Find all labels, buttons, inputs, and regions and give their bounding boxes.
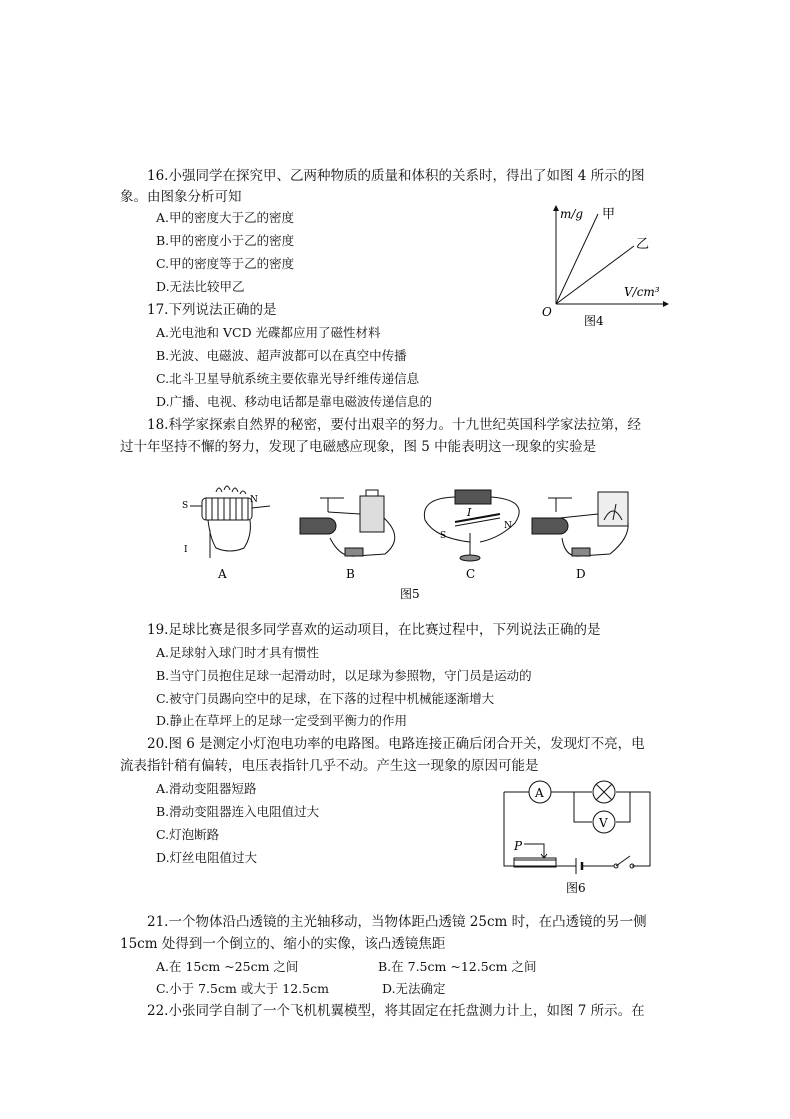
q18-stem-line2: 过十年坚持不懈的努力，发现了电磁感应现象，图 5 中能表明这一现象的实验是 — [120, 439, 597, 455]
q19-option-c: C.被守门员踢向空中的足球，在下落的过程中机械能逐渐增大 — [156, 691, 495, 706]
fig5-label-d: D — [576, 567, 586, 581]
q20-option-b: B.滑动变阻器连入电阻值过大 — [156, 804, 320, 819]
q22-stem-line1: 22.小张同学自制了一个飞机机翼模型，将其固定在托盘测力计上，如图 7 所示。在 — [147, 1003, 645, 1019]
fig5-apparatus-b — [300, 490, 395, 556]
fig4-y-label: m/g — [560, 207, 584, 221]
fig6-ammeter-label: A — [535, 786, 544, 800]
fig6-voltmeter-label: V — [599, 816, 608, 830]
fig5-a-n: N — [250, 495, 258, 505]
q20-stem-line1: 20.图 6 是测定小灯泡电功率的电路图。电路连接正确后闭合开关，发现灯不亮，电 — [147, 736, 645, 752]
fig5-label-b: B — [346, 567, 355, 581]
fig5-a-s: S — [182, 501, 189, 511]
q18-stem-line1: 18.科学家探索自然界的秘密，要付出艰辛的努力。十九世纪英国科学家法拉第，经 — [147, 417, 641, 433]
q19-stem: 19.足球比赛是很多同学喜欢的运动项目，在比赛过程中，下列说法正确的是 — [147, 622, 601, 638]
q19-option-d: D.静止在草坪上的足球一定受到平衡力的作用 — [156, 713, 408, 728]
q16-stem-line2: 象。由图象分析可知 — [120, 189, 242, 205]
fig4-series-yi: 乙 — [636, 237, 650, 252]
q21-option-b: B.在 7.5cm ~12.5cm 之间 — [378, 959, 537, 974]
q17-option-d: D.广播、电视、移动电话都是靠电磁波传递信息的 — [156, 394, 433, 409]
fig6-rheostat — [514, 860, 556, 866]
fig4-caption: 图4 — [584, 314, 604, 328]
fig6-slider — [524, 844, 544, 858]
fig4-x-label: V/cm³ — [624, 285, 660, 299]
q17-stem: 17.下列说法正确的是 — [147, 302, 277, 318]
q21-option-a: A.在 15cm ~25cm 之间 — [156, 959, 299, 974]
q17-option-b: B.光波、电磁波、超声波都可以在真空中传播 — [156, 348, 407, 363]
q21-option-d: D.无法确定 — [382, 981, 446, 996]
q16-option-a: A.甲的密度大于乙的密度 — [156, 210, 295, 225]
q20-option-a: A.滑动变阻器短路 — [156, 781, 257, 796]
fig6-caption: 图6 — [566, 881, 586, 895]
figure-4-graph — [536, 200, 676, 332]
q16-stem-line1: 16.小强同学在探究甲、乙两种物质的质量和体积的关系时，得出了如图 4 所示的图 — [147, 168, 645, 184]
fig5-label-c: C — [466, 567, 476, 581]
fig4-origin: O — [542, 305, 552, 319]
q21-option-c: C.小于 7.5cm 或大于 12.5cm — [156, 981, 329, 996]
q21-stem-line2: 15cm 处得到一个倒立的、缩小的实像，该凸透镜焦距 — [120, 936, 446, 952]
fig4-series-jia: 甲 — [602, 207, 616, 222]
fig4-line-jia — [556, 214, 598, 304]
fig6-wire-main — [504, 792, 650, 866]
fig5-c-i: I — [467, 506, 472, 519]
q16-option-d: D.无法比较甲乙 — [156, 279, 245, 294]
fig6-p-label: P — [514, 839, 523, 853]
fig5-c-n: N — [504, 521, 512, 531]
fig5-caption: 图5 — [400, 587, 420, 601]
q19-option-b: B.当守门员抱住足球一起滑动时，以足球为参照物，守门员是运动的 — [156, 668, 532, 683]
fig4-line-yi — [556, 246, 634, 304]
q21-stem-line1: 21.一个物体沿凸透镜的主光轴移动，当物体距凸透镜 25cm 时，在凸透镜的另一侧 — [147, 914, 647, 930]
fig5-a-i: I — [184, 545, 188, 555]
fig5-apparatus-d — [532, 492, 628, 556]
q16-option-c: C.甲的密度等于乙的密度 — [156, 256, 295, 271]
figure-5 — [170, 478, 640, 603]
fig6-switch — [616, 856, 630, 866]
fig5-label-a: A — [218, 567, 227, 581]
q17-option-a: A.光电池和 VCD 光碟都应用了磁性材料 — [156, 325, 381, 340]
q16-option-b: B.甲的密度小于乙的密度 — [156, 233, 295, 248]
fig5-c-s: S — [440, 531, 447, 541]
fig5-apparatus-a — [190, 486, 270, 558]
q20-option-d: D.灯丝电阻值过大 — [156, 850, 258, 865]
q20-option-c: C.灯泡断路 — [156, 827, 220, 842]
q19-option-a: A.足球射入球门时才具有惯性 — [156, 645, 320, 660]
figure-6-circuit — [494, 778, 658, 898]
q17-option-c: C.北斗卫星导航系统主要依靠光导纤维传递信息 — [156, 371, 420, 386]
q20-stem-line2: 流表指针稍有偏转，电压表指针几乎不动。产生这一现象的原因可能是 — [120, 758, 539, 774]
